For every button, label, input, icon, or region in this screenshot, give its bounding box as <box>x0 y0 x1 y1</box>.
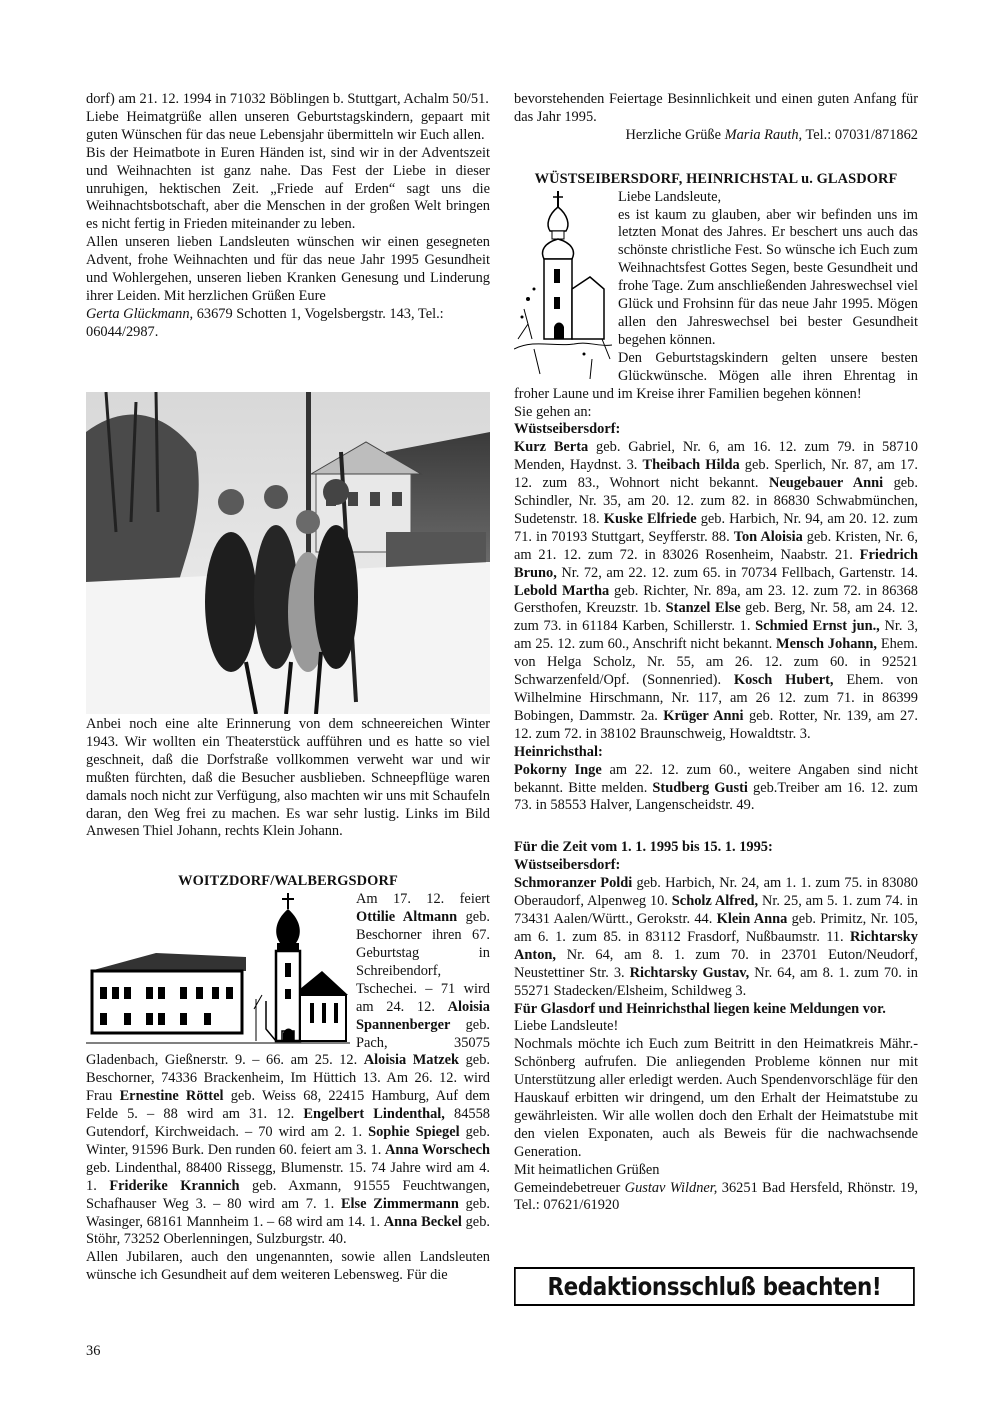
no-reports-note: Für Glasdorf und Heinrichsthal liegen keine Meldungen vor. <box>514 1000 886 1017</box>
woitzdorf-text: Am 17. 12. feiert Ottilie Altmann geb. Beschorner ihren 67. Geburtstag in Schreibendorf, Tschechei. – 71 wird am 24. 12. Aloisia Spannenberger geb. Pach, 35075 Gladenbach, Gießnerstr. 9. – 66. am 25. 12. Aloisia Matzek geb. Beschorner, 74336 Brackenheim, Im Hüttich 13. Am 26. 12. wird Frau Ernestine Röttel geb. Weiss 68, 22415 Hamburg, Auf dem Felde 5. – 88 wird am 31. 12. Engelbert Lindenthal, 84558 Gutendorf, Kirchweidach. – 70 wird am 2. 1. Sophie Spiegel geb. Winter, 91596 Burk. Den runden 60. feiert am 3. 1. Anna Worschech geb. Lindenthal, 88400 Rissegg, Blumenstr. 15. 74 Jahre wird am 4. 1. Friderike Krannich geb. Axmann, 91555 Feuchtwangen, Schafhauser Weg 3. – 80 wird am 7. 1. Else Zimmermann geb. Wasinger, 68161 Mannheim 1. – 68 wird am 14. 1. Anna Beckel geb. Stöhr, 73252 Oberlenningen, Sulzburgstr. 40. <box>86 891 491 1248</box>
deadline-notice-box: Redaktionsschluß beachten! <box>514 1267 915 1306</box>
left-column-top <box>86 91 490 342</box>
woitzdorf-entries <box>86 891 490 1285</box>
paragraph: Bis der Heimatbote in Euren Händen ist, sind wir in der Adventszeit und Weihnachten ist ganz nahe. Das Fest der Liebe in dieser unruhigen, hektischen Zeit. „Friede auf Erden“ sagt uns die Weihnachtsbotschaft, aber die Menschen in der großen Welt bringen es nicht fertig in Frieden miteinander zu leben. <box>86 144 490 233</box>
signature: Gerta Glückmann, 63679 Schotten 1, Vogelsbergstr. 143, Tel.: 06044/2987. <box>86 305 444 340</box>
section-title-woitzdorf: WOITZDORF/WALBERGSDORF <box>178 873 398 890</box>
subheading: Wüstseibersdorf: <box>514 857 621 874</box>
signature: Herzliche Grüße Maria Rauth, Tel.: 07031/871862 <box>625 126 918 143</box>
paragraph: Allen unseren lieben Landsleuten wünschen wir einen gesegneten Advent, frohe Weihnachten und für das neue Jahr 1995 Gesundheit und Wohlergehen, unseren lieben Kranken Genesung und Linderung ihrer Leiden. Mit herzlichen Grüßen Eure <box>86 234 490 304</box>
page-number: 36 <box>86 1343 101 1359</box>
left-column-bottom <box>86 716 490 1285</box>
paragraph: Den Geburtstagskindern gelten unsere besten Glückwünsche. Mögen alle ihren Ehrentag in froher Laune und im Kreise ihrer Familien begehen können! <box>514 349 918 402</box>
paragraph: dorf) am 21. 12. 1994 in 71032 Böblingen b. Stuttgart, Achalm 50/51. <box>86 91 489 107</box>
church-tower-illustration <box>514 189 612 379</box>
paragraph: Liebe Heimatgrüße allen unseren Geburtstagskindern, gepaart mit guten Wünschen für das neue Lebensjahr übermitteln wir Euch allen. <box>86 108 490 143</box>
winter-photo <box>86 392 490 714</box>
paragraph: bevorstehenden Feiertage Besinnlichkeit und einen guten Anfang für das Jahr 1995. <box>514 91 918 125</box>
church-village-illustration <box>86 891 350 1051</box>
greeting: Liebe Landsleute, <box>618 188 722 205</box>
photo-caption: Anbei noch eine alte Erinnerung von dem schneereichen Winter 1943. Wir wollten ein Theaterstück aufführen und es hatte so viel geschneit, daß die Dorfstraße vollkommen verweht war und wir mußten fürchten, daß die Besucher ausblieben. Schneepflüge waren damals noch nicht zur Verfügung, also machten wir uns mit Schaufeln daran, den Weg frei zu machen. Es war sehr lustig. Links im Bild Anwesen Thiel Johann, rechts Klein Johann. <box>86 716 490 840</box>
greeting: Liebe Landsleute! <box>514 1018 619 1035</box>
paragraph: Nochmals möchte ich Euch zum Beitritt in den Heimatkreis Mähr.-Schönberg aufrufen. Die anliegenden Probleme können nur mit Unterstützung aller erledigt werden. Auch Spendenvorschläge für den Hauskauf erbitten wir dringend, um den Erhalt der Heimatstube zu gewährleisten. Wir alle wollen doch den Erhalt der Heimatstube mit den vielen Exponaten, auch als Beweis für die nachwachsende Generation. <box>514 1036 918 1160</box>
closing: Mit heimatlichen Grüßen <box>514 1161 660 1178</box>
birthday-list-heinrichsthal: Pokorny Inge am 22. 12. zum 60., weitere Angaben sind nicht bekannt. Bitte melden. Studberg Gusti geb.Treiber am 16. 12. zum 73. in 58553 Halver, Langenscheidstr. 49. <box>514 761 918 814</box>
birthday-list-december: Kurz Berta geb. Gabriel, Nr. 6, am 16. 12. zum 79. in 58710 Menden, Haydnst. 3. Theibach Hilda geb. Sperlich, Nr. 87, am 17. 12. zum 83., Wohnort nicht bekannt. Neugebauer Anni geb. Schindler, Nr. 35, am 20. 12. zum 82. in 86830 Schwabmünchen, Sudetenstr. 18. Kuske Elfriede geb. Harbich, Nr. 94, am 20. 12. zum 71. in 70193 Stuttgart, Seyfferstr. 88. Ton Aloisia geb. Kristen, Nr. 6, am 21. 12. zum 72. in 83026 Rosenheim, Naabstr. 21. Friedrich Bruno, Nr. 72, am 22. 12. zum 65. in 70734 Fellbach, Gartenstr. 14. Lebold Martha geb. Richter, Nr. 89a, am 23. 12. zum 72. in 86368 Gersthofen, Kreuzstr. 1b. Stanzel Else geb. Berg, Nr. 58, am 24. 12. zum 73. in 61184 Karben, Schillerstr. 1. Schmied Ernst jun., Nr. 3, am 25. 12. zum 60., Anschrift nicht bekannt. Mensch Johann, Ehem. von Helga Scholz, Nr. 55, am 26. 12. zum 60. in 92521 Schwarzenfeld/Opf. (Sonnenried). Kosch Hubert, Ehem. von Wilhelmine Hirschmann, Nr. 117, am 26 12. zum 71. in 86399 Bobingen, Dammstr. 2a. Krüger Anni geb. Rotter, Nr. 139, am 27. 12. zum 72. in 38102 Braunschweig, Howaldtstr. 3. <box>514 439 919 742</box>
period-heading: Für die Zeit vom 1. 1. 1995 bis 15. 1. 1995: <box>514 839 773 856</box>
paragraph: es ist kaum zu glauben, aber wir befinden uns im letzten Monat des Jahres. Er beschert uns auch das schönste christliche Fest. So wünsche ich Euch zum Weihnachtsfest Gottes Segen, beste Gesundheit und frohe Tage. Zum anschließenden Jahreswechsel viel Glück und Frohsinn für das neue Jahr 1995. Mögen allen den Jahreswechsel bei bester Gesundheit begehen können. <box>618 206 918 348</box>
section-title-wuestseibersdorf: WÜSTSEIBERSDORF, HEINRICHSTAL u. GLASDORF <box>534 170 898 187</box>
woitzdorf-closing: Allen Jubilaren, auch den ungenannten, sowie allen Landsleuten wünsche ich Gesundheit auf dem weiteren Lebensweg. Für die <box>86 1249 490 1284</box>
paragraph: Sie gehen an: <box>514 403 592 420</box>
subheading: Heinrichsthal: <box>514 743 603 760</box>
subheading: Wüstseibersdorf: <box>514 421 621 438</box>
signature: Gemeindebetreuer Gustav Wildner, 36251 Bad Hersfeld, Rhönstr. 19, Tel.: 07621/61920 <box>514 1179 919 1214</box>
birthday-list-january: Schmoranzer Poldi geb. Harbich, Nr. 24, am 1. 1. zum 75. in 83080 Oberaudorf, Alpenweg 10. Scholz Alfred, Nr. 25, am 5. 1. zum 74. in 73431 Aalen/Württ., Gerokstr. 44. Klein Anna geb. Primitz, Nr. 105, am 6. 1. zum 85. in 83112 Frasdorf, Nußbaumstr. 11. Richtarsky Anton, Nr. 64, am 8. 1. zum 70. in 23701 Euton/Neudorf, Neustettiner Str. 3. Richtarsky Gustav, Nr. 64, am 8. 1. zum 70. in 55271 Stadecken/Elsheim, Schildweg 3. <box>514 875 919 999</box>
right-column <box>514 91 918 1215</box>
